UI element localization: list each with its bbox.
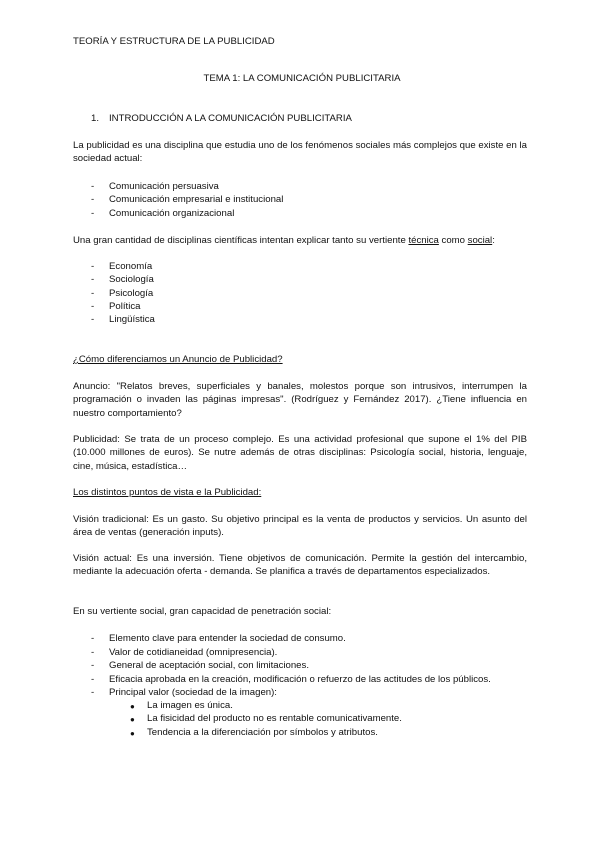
list-item: General de aceptación social, con limitaciones. [109, 660, 309, 671]
bullet-icon: ● [130, 729, 135, 738]
list-item: Comunicación empresarial e institucional [109, 194, 284, 205]
list-dash: - [91, 660, 95, 671]
list-item: Elemento clave para entender la sociedad de consumo. [109, 633, 346, 644]
list-item: Sociología [109, 274, 154, 285]
list-item: Política [109, 301, 141, 312]
list-item: Psicología [109, 288, 154, 299]
list-dash: - [91, 301, 95, 312]
list-dash: - [91, 181, 95, 192]
list-dash: - [91, 261, 95, 272]
anuncio-paragraph: Anuncio: "Relatos breves, superficiales y banales, molestos porque son intrusivos, interrumpen la programación o invaden las páginas impresas". (Rodríguez y Fernández 2017). ¿Tiene influencia en nuestro comportamiento? [73, 381, 527, 419]
list-item: Lingüística [109, 314, 155, 325]
list-dash: - [91, 288, 95, 299]
disciplines-text: : [492, 235, 495, 246]
puntos-heading: Los distintos puntos de vista e la Publicidad: [73, 487, 262, 498]
vision-tradicional-paragraph: Visión tradicional: Es un gasto. Su objetivo principal es la venta de productos y servicios. Un asunto del área de ventas (generación inputs). [73, 514, 527, 539]
tecnica-link: técnica [408, 235, 439, 246]
list-dash: - [91, 674, 95, 685]
social-intro: En su vertiente social, gran capacidad de penetración social: [73, 606, 332, 617]
list-item: Principal valor (sociedad de la imagen): [109, 687, 277, 698]
list-item: Valor de cotidianeidad (omnipresencia). [109, 647, 278, 658]
sublist-item: La fisicidad del producto no es rentable comunicativamente. [147, 713, 402, 724]
list-item: Comunicación persuasiva [109, 181, 219, 192]
list-dash: - [91, 314, 95, 325]
bullet-icon: ● [130, 715, 135, 724]
publicidad-paragraph: Publicidad: Se trata de un proceso complejo. Es una actividad profesional que supone el 1% del PIB (10.000 millones de euros). Se nutre además de otras disciplinas: Psicología social, historia, lenguaje, cine, música, estadística… [73, 434, 527, 472]
bullet-icon: ● [130, 702, 135, 711]
list-item: Eficacia aprobada en la creación, modificación o refuerzo de las actitudes de los públicos. [109, 674, 491, 685]
question-heading: ¿Cómo diferenciamos un Anuncio de Publicidad? [73, 354, 283, 365]
document-title: TEMA 1: LA COMUNICACIÓN PUBLICITARIA [203, 73, 401, 84]
list-dash: - [91, 633, 95, 644]
list-item: Economía [109, 261, 153, 272]
sublist-item: Tendencia a la diferenciación por símbolos y atributos. [147, 727, 378, 738]
vision-actual-paragraph: Visión actual: Es una inversión. Tiene objetivos de comunicación. Permite la gestión del intercambio, mediante la adecuación oferta - demanda. Se planifica a través de departamentos especializados. [73, 553, 527, 578]
list-dash: - [91, 647, 95, 658]
list-dash: - [91, 208, 95, 219]
social-link: social [467, 235, 493, 246]
disciplines-text: como [438, 235, 468, 246]
disciplines-text: Una gran cantidad de disciplinas científicas intentan explicar tanto su vertiente [73, 235, 409, 246]
list-dash: - [91, 687, 95, 698]
sublist-item: La imagen es única. [147, 700, 233, 711]
section-title: INTRODUCCIÓN A LA COMUNICACIÓN PUBLICITARIA [109, 113, 352, 124]
intro-paragraph: La publicidad es una disciplina que estudia uno de los fenómenos sociales más complejos que existe en la sociedad actual: [73, 140, 527, 165]
list-dash: - [91, 274, 95, 285]
disciplines-paragraph [73, 234, 495, 247]
list-dash: - [91, 194, 95, 205]
document-header: TEORÍA Y ESTRUCTURA DE LA PUBLICIDAD [73, 36, 275, 47]
list-item: Comunicación organizacional [109, 208, 235, 219]
section-number: 1. [91, 113, 100, 124]
